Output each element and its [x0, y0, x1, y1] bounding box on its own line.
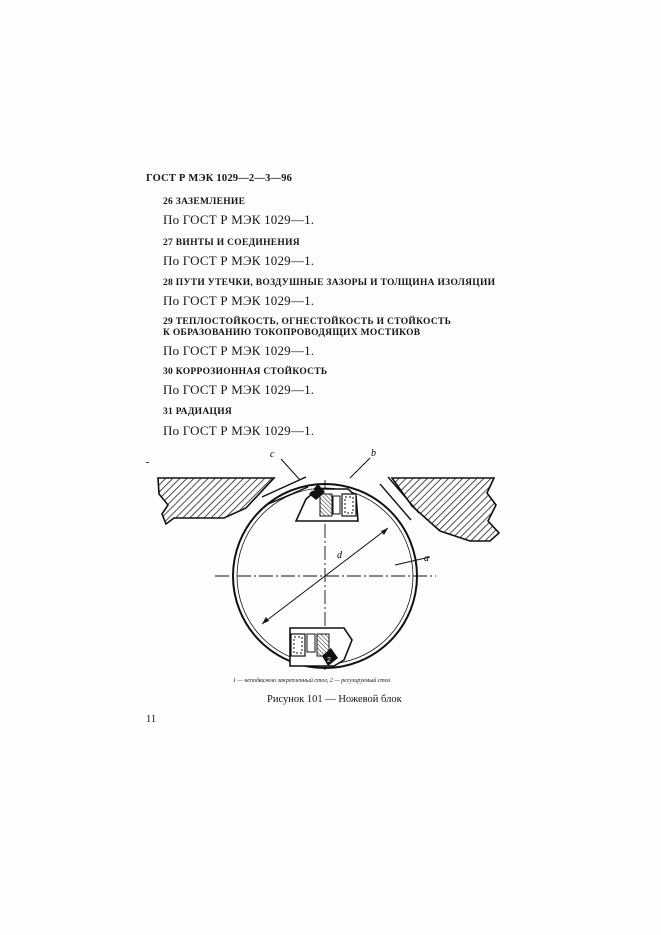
section-29-title-line1: 29 ТЕПЛОСТОЙКОСТЬ, ОГНЕСТОЙКОСТЬ И СТОЙКОСТЬ	[163, 317, 452, 327]
cutter-block-drawing	[150, 444, 510, 676]
page-number: 11	[146, 714, 157, 725]
label-b: b	[371, 448, 376, 459]
label-d: d	[337, 550, 342, 561]
section-26-body: По ГОСТ Р МЭК 1029—1.	[163, 212, 315, 227]
section-29-title-line2: К ОБРАЗОВАНИЮ ТОКОПРОВОДЯЩИХ МОСТИКОВ	[163, 328, 421, 338]
left-table	[158, 478, 274, 524]
section-30-body: По ГОСТ Р МЭК 1029—1.	[163, 382, 315, 397]
section-31-body: По ГОСТ Р МЭК 1029—1.	[163, 423, 315, 438]
section-29-body: По ГОСТ Р МЭК 1029—1.	[163, 343, 315, 358]
label-a: a	[424, 553, 429, 564]
label-1: 1	[311, 486, 315, 493]
section-27-body: По ГОСТ Р МЭК 1029—1.	[163, 253, 315, 268]
right-table	[392, 478, 499, 541]
section-31-title: 31 РАДИАЦИЯ	[163, 407, 233, 417]
figure-caption: Рисунок 101 — Ножевой блок	[267, 694, 402, 705]
margin-mark	[146, 462, 149, 463]
section-27-title: 27 ВИНТЫ И СОЕДИНЕНИЯ	[163, 238, 300, 248]
section-28-title: 28 ПУТИ УТЕЧКИ, ВОЗДУШНЫЕ ЗАЗОРЫ И ТОЛЩИНА ИЗОЛЯЦИИ	[163, 278, 496, 288]
section-30-title: 30 КОРРОЗИОННАЯ СТОЙКОСТЬ	[163, 367, 328, 377]
label-2: 2	[327, 657, 331, 664]
figure-legend: 1 — неподвижно закрепленный стол, 2 — регулируемый стол	[233, 678, 391, 684]
section-26-title: 26 ЗАЗЕМЛЕНИЕ	[163, 197, 246, 207]
section-28-body: По ГОСТ Р МЭК 1029—1.	[163, 293, 315, 308]
document-header: ГОСТ Р МЭК 1029—2—3—96	[146, 173, 293, 184]
label-c: c	[270, 449, 275, 460]
